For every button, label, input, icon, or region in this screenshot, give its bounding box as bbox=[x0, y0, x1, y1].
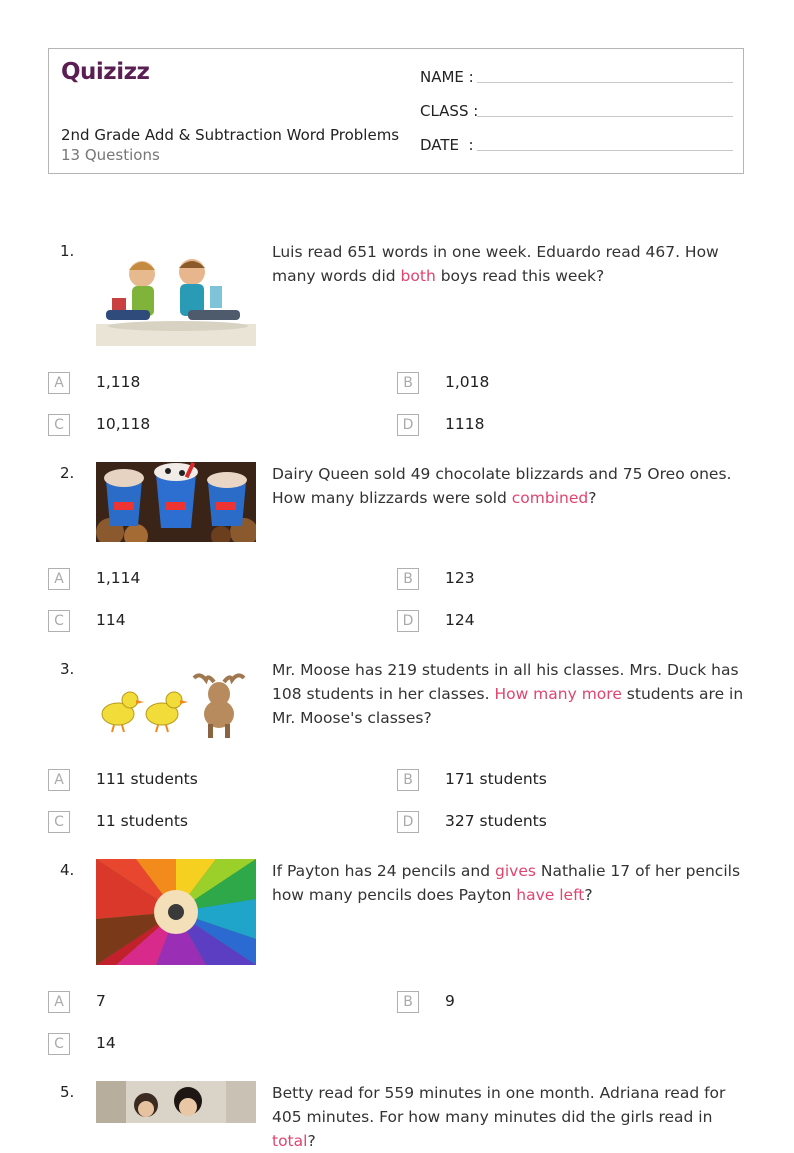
option-a-box[interactable]: A bbox=[48, 568, 70, 590]
ducks-and-moose-image bbox=[96, 670, 256, 740]
question-text-part: ? bbox=[307, 1132, 316, 1150]
option-c-box[interactable]: C bbox=[48, 1033, 70, 1055]
class-line[interactable] bbox=[477, 115, 733, 117]
class-label: CLASS : bbox=[420, 102, 479, 120]
option-a-text: 7 bbox=[96, 992, 106, 1010]
question-text bbox=[272, 859, 752, 907]
option-d-box[interactable]: D bbox=[397, 610, 419, 632]
option-c-box[interactable]: C bbox=[48, 610, 70, 632]
option-c-text: 10,118 bbox=[96, 415, 151, 433]
question-text-part: students are in Mr. Moose's classes? bbox=[272, 685, 744, 727]
logo-text: Quizizz bbox=[61, 59, 150, 85]
question-number: 5. bbox=[60, 1083, 75, 1101]
option-d-text: 124 bbox=[445, 611, 475, 629]
option-b-text: 123 bbox=[445, 569, 475, 587]
worksheet-title: 2nd Grade Add & Subtraction Word Problems bbox=[61, 126, 400, 144]
question-text bbox=[272, 462, 752, 510]
date-label: DATE : bbox=[420, 136, 474, 154]
class-field bbox=[420, 102, 733, 120]
option-b-box[interactable]: B bbox=[397, 769, 419, 791]
name-label: NAME : bbox=[420, 68, 474, 86]
option-b-text: 171 students bbox=[445, 770, 547, 788]
question-number: 1. bbox=[60, 242, 75, 260]
date-field bbox=[420, 136, 733, 154]
option-d-text: 327 students bbox=[445, 812, 547, 830]
question-keyword: combined bbox=[511, 489, 589, 507]
question-text bbox=[272, 658, 752, 730]
quizizz-logo bbox=[61, 59, 149, 85]
option-d-box[interactable]: D bbox=[397, 414, 419, 436]
question-keyword: have left bbox=[516, 886, 585, 904]
worksheet-header bbox=[48, 48, 744, 174]
question-keyword: How many more bbox=[494, 685, 622, 703]
question-keyword: both bbox=[400, 267, 436, 285]
girls-reading-image bbox=[96, 1081, 256, 1123]
option-a-box[interactable]: A bbox=[48, 372, 70, 394]
question-text bbox=[272, 240, 752, 288]
option-c-box[interactable]: C bbox=[48, 414, 70, 436]
option-c-text: 11 students bbox=[96, 812, 188, 830]
option-b-text: 1,018 bbox=[445, 373, 490, 391]
question-text bbox=[272, 1081, 752, 1153]
question-keyword: gives bbox=[495, 862, 536, 880]
name-line[interactable] bbox=[477, 81, 733, 83]
question-text-part: If Payton has 24 pencils and bbox=[272, 862, 495, 880]
colored-pencils-image bbox=[96, 859, 256, 965]
question-number: 3. bbox=[60, 660, 75, 678]
question-number: 2. bbox=[60, 464, 75, 482]
question-count: 13 Questions bbox=[61, 146, 160, 164]
option-b-text: 9 bbox=[445, 992, 455, 1010]
option-a-text: 1,114 bbox=[96, 569, 141, 587]
option-c-text: 114 bbox=[96, 611, 126, 629]
blizzard-cups-image bbox=[96, 462, 256, 542]
two-boys-reading-image bbox=[96, 246, 256, 346]
question-number: 4. bbox=[60, 861, 75, 879]
date-line[interactable] bbox=[477, 149, 733, 151]
question-text-part: ? bbox=[584, 886, 593, 904]
question-text-part: Mr. Moose has 219 students in all his classes. Mrs. Duck has 108 students in her classes. bbox=[272, 661, 739, 703]
question-text-part: Betty read for 559 minutes in one month. Adriana read for 405 minutes. For how many minutes did the girls read in bbox=[272, 1084, 726, 1126]
option-c-text: 14 bbox=[96, 1034, 116, 1052]
option-a-box[interactable]: A bbox=[48, 769, 70, 791]
option-d-box[interactable]: D bbox=[397, 811, 419, 833]
option-b-box[interactable]: B bbox=[397, 991, 419, 1013]
question-text-part: boys read this week? bbox=[435, 267, 605, 285]
option-b-box[interactable]: B bbox=[397, 568, 419, 590]
option-a-box[interactable]: A bbox=[48, 991, 70, 1013]
option-a-text: 111 students bbox=[96, 770, 198, 788]
question-text-part: ? bbox=[588, 489, 597, 507]
option-d-text: 1118 bbox=[445, 415, 485, 433]
question-text-part: Dairy Queen sold 49 chocolate blizzards and 75 Oreo ones. How many blizzards were sold bbox=[272, 465, 732, 507]
option-a-text: 1,118 bbox=[96, 373, 141, 391]
option-b-box[interactable]: B bbox=[397, 372, 419, 394]
question-text-part: Nathalie 17 of her pencils how many pencils does Payton bbox=[272, 862, 741, 904]
question-keyword: total bbox=[272, 1132, 308, 1150]
name-field bbox=[420, 68, 733, 86]
option-c-box[interactable]: C bbox=[48, 811, 70, 833]
question-text-part: Luis read 651 words in one week. Eduardo read 467. How many words did bbox=[272, 243, 719, 285]
